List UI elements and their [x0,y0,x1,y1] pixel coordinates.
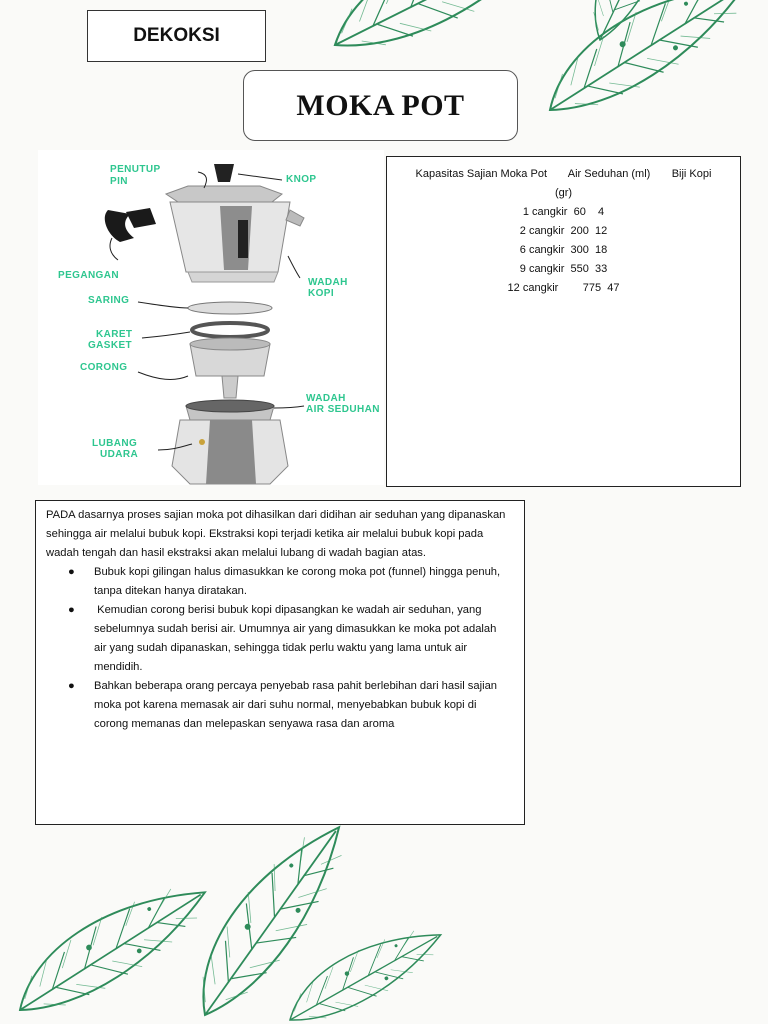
table-row: 1 cangkir 60 4 [522,206,605,218]
table-row: 12 cangkir 775 47 [507,282,620,294]
label-pegangan: PEGANGAN [58,270,119,281]
list-item-text: Kemudian corong berisi bubuk kopi dipasangkan ke wadah air seduhan, yang sebelumnya sudah berisi air. Umumnya air yang dimasukkan ke moka pot adalah air yang sudah dipanaskan, sehingga tidak perlu waktu yang lama untuk air mendidih. [94,604,500,673]
table-row: 6 cangkir 300 18 [519,244,608,256]
label-corong: CORONG [80,362,128,373]
label-saring: SARING [88,295,130,306]
steps-list [46,563,514,734]
label-udara: UDARA [100,449,139,460]
bullet-icon: ● [68,604,75,616]
table-header-unit: (gr) [554,187,573,199]
label-karet: KARET [96,329,133,340]
description-box [35,500,525,825]
label-wadah-air-1: WADAH [306,393,346,404]
label-wadah-air-2: AIR SEDUHAN [306,404,380,415]
label-pin: PIN [110,176,128,187]
table-row: 9 cangkir 550 33 [519,263,608,275]
moka-pot-diagram [38,150,384,485]
intro-paragraph: PADA dasarnya proses sajian moka pot dihasilkan dari didihan air seduhan yang dipanaskan sehingga air melalui bubuk kopi. Ekstraksi kopi terjadi ketika air melalui bubuk kopi pada wadah tengah dan hasil ekstraksi akan melalui lubang di wadah bagian atas. [46,509,506,559]
capacity-table [386,156,741,487]
table-header: Kapasitas Sajian Moka Pot Air Seduhan (ml) Biji Kopi [415,168,712,180]
page-title: MOKA POT [243,70,518,141]
list-item-text: Bubuk kopi gilingan halus dimasukkan ke corong moka pot (funnel) hingga penuh, tanpa ditekan hanya diratakan. [94,566,501,597]
bullet-icon: ● [68,680,75,692]
label-penutup: PENUTUP [110,164,161,175]
label-knop: KNOP [286,174,317,185]
table-row: 2 cangkir 200 12 [519,225,608,237]
label-gasket: GASKET [88,340,133,351]
label-wadah-kopi-1: WADAH [308,277,348,288]
moka-pot-illustration [38,150,384,485]
list-item [46,563,514,601]
label-lubang: LUBANG [92,438,138,449]
list-item-text: Bahkan beberapa orang percaya penyebab rasa pahit berlebihan dari hasil sajian moka pot karena memasak air dari suhu normal, menyebabkan bubuk kopi di corong memanas dan melepaskan senyawa rasa dan aroma [94,680,498,730]
section-label: DEKOKSI [87,10,266,62]
list-item [46,677,514,734]
list-item [46,601,514,677]
bullet-icon: ● [68,566,75,578]
label-wadah-kopi-2: KOPI [308,288,335,299]
